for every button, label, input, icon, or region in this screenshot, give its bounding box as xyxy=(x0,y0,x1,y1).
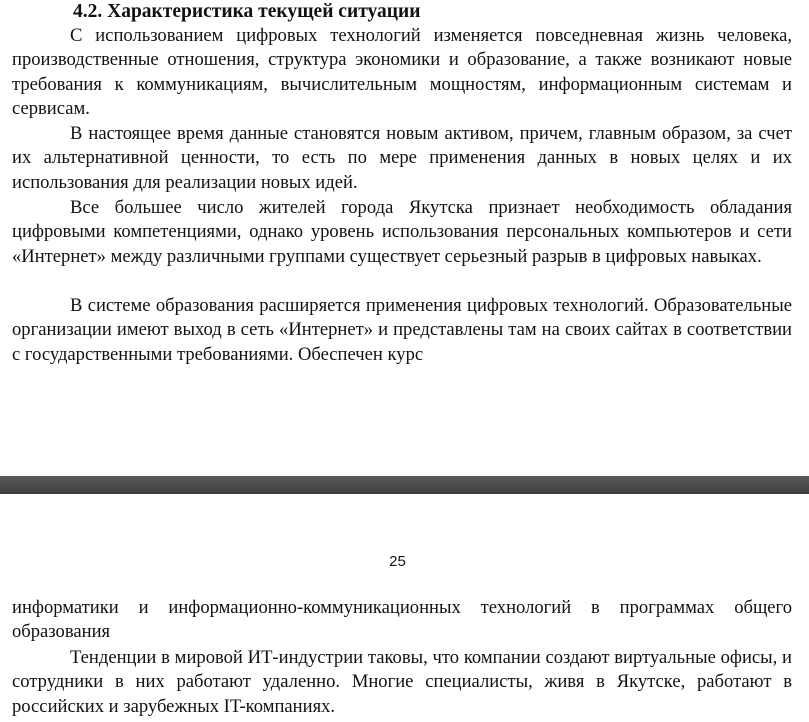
paragraph-education-system: В системе образования расширяется применения цифровых технологий. Образовательные организации имеют выход в сеть «Интернет» и представлены там на своих сайтах в соответствии с государственными требованиями. Обеспечен курс xyxy=(12,295,792,365)
page-separator xyxy=(0,476,809,494)
paragraph-it-industry-trends: Тенденции в мировой ИТ-индустрии таковы, что компании создают виртуальные офисы, и сотрудники в них работают удаленно. Многие специалисты, живя в Якутске, работают в российских и зарубежных IT-компаниях. xyxy=(12,647,792,717)
paragraph-digital-competencies: Все большее число жителей города Якутска признает необходимость обладания цифровыми компетенциями, однако уровень использования персональных компьютеров и сети «Интернет» между различными группами существует серьезный разрыв в цифровых навыках. xyxy=(12,197,792,267)
section-heading: 4.2. Характеристика текущей ситуации xyxy=(73,1,421,22)
page-number: 25 xyxy=(389,553,406,570)
paragraph-digital-technologies: С использованием цифровых технологий изменяется повседневная жизнь человека, производственные отношения, структура экономики и образование, а также возникают новые требования к коммуникациям, вычислительным мощностям, информационным системам и сервисам. xyxy=(12,25,792,120)
paragraph-data-assets: В настоящее время данные становятся новым активом, причем, главным образом, за счет их альтернативной ценности, то есть по мере применения данных в новых целях и их использования для реализации новых идей. xyxy=(12,123,792,193)
paragraph-continuation: информатики и информационно-коммуникационных технологий в программах общего образования xyxy=(12,597,792,643)
